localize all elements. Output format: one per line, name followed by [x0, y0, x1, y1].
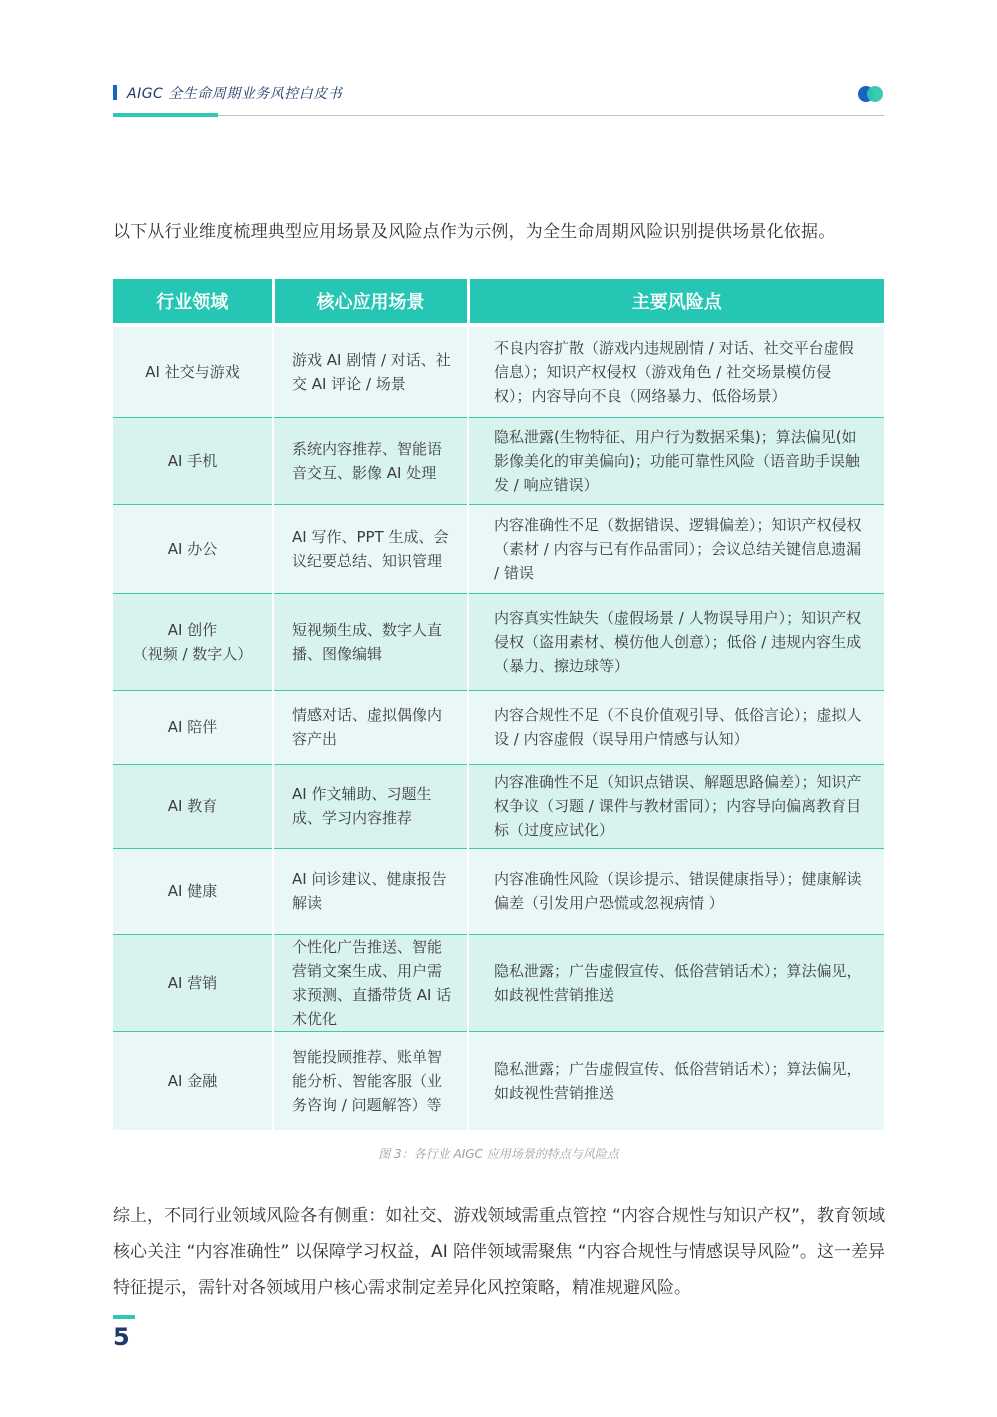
- header-title: AIGC 全生命周期业务风控白皮书: [127, 86, 343, 102]
- industry-cell: AI 手机: [113, 417, 273, 504]
- table-header-row: [113, 279, 884, 325]
- header-risks: 主要风险点: [468, 279, 884, 325]
- scenario-cell: 系统内容推荐、智能语音交互、影像 AI 处理: [273, 417, 468, 504]
- header-divider: [113, 115, 884, 116]
- risks-cell: 内容准确性不足（知识点错误、解题思路偏差）；知识产权争议（习题 / 课件与教材雷同）；内容导向偏离教育目标（过度应试化）: [468, 764, 884, 848]
- industry-cell: AI 社交与游戏: [113, 325, 273, 417]
- header-divider-accent: [113, 113, 218, 117]
- industry-cell: AI 创作 （视频 / 数字人）: [113, 593, 273, 690]
- risks-cell: 隐私泄露；广告虚假宣传、低俗营销话术）；算法偏见，如歧视性营销推送: [468, 1031, 884, 1130]
- scenario-cell: 智能投顾推荐、账单智能分析、智能客服（业务咨询 / 问题解答）等: [273, 1031, 468, 1130]
- table-row: [113, 325, 884, 417]
- table-row: [113, 504, 884, 593]
- header-industry: 行业领域: [113, 279, 273, 325]
- scenario-cell: AI 作文辅助、习题生成、学习内容推荐: [273, 764, 468, 848]
- risks-cell: 隐私泄露；广告虚假宣传、低俗营销话术）；算法偏见，如歧视性营销推送: [468, 934, 884, 1031]
- risks-cell: 不良内容扩散（游戏内违规剧情 / 对话、社交平台虚假信息）；知识产权侵权（游戏角色 / 社交场景模仿侵权）；内容导向不良（网络暴力、低俗场景）: [468, 325, 884, 417]
- figure-caption: 图 3：各行业 AIGC 应用场景的特点与风险点: [378, 1147, 619, 1161]
- table-row: [113, 690, 884, 764]
- industry-cell: AI 陪伴: [113, 690, 273, 764]
- table-row: [113, 417, 884, 504]
- scenario-cell: 游戏 AI 剧情 / 对话、社交 AI 评论 / 场景: [273, 325, 468, 417]
- summary-paragraph: 综上，不同行业领域风险各有侧重：如社交、游戏领域需重点管控 “内容合规性与知识产权”，教育领域核心关注 “内容准确性” 以保障学习权益，AI 陪伴领域需聚焦 “内容合规性与情感误导风险”。这一差异特征提示，需针对各领域用户核心需求制定差异化风控策略，精准规避风险。: [113, 1206, 885, 1298]
- industry-cell: AI 金融: [113, 1031, 273, 1130]
- brand-logo-icon: [858, 86, 884, 102]
- table-row: [113, 1031, 884, 1130]
- header-marker: [113, 85, 117, 100]
- scenario-cell: 短视频生成、数字人直播、图像编辑: [273, 593, 468, 690]
- industry-cell: AI 营销: [113, 934, 273, 1031]
- risks-cell: 内容真实性缺失（虚假场景 / 人物误导用户）；知识产权侵权（盗用素材、模仿他人创意）；低俗 / 违规内容生成（暴力、擦边球等）: [468, 593, 884, 690]
- scenario-cell: AI 写作、PPT 生成、会议纪要总结、知识管理: [273, 504, 468, 593]
- table-row: [113, 593, 884, 690]
- table-row: [113, 764, 884, 848]
- scenario-cell: 情感对话、虚拟偶像内容产出: [273, 690, 468, 764]
- industry-risk-table: [113, 279, 884, 1130]
- risks-cell: 内容准确性风险（误诊提示、错误健康指导）；健康解读偏差（引发用户恐慌或忽视病情 ）: [468, 848, 884, 934]
- table-row: [113, 848, 884, 934]
- intro-paragraph: 以下从行业维度梳理典型应用场景及风险点作为示例，为全生命周期风险识别提供场景化依据。: [113, 222, 836, 242]
- table-row: [113, 934, 884, 1031]
- page-number-accent: [113, 1315, 135, 1319]
- page-header: [113, 80, 884, 120]
- risks-cell: 隐私泄露(生物特征、用户行为数据采集)；算法偏见(如影像美化的审美偏向)；功能可靠性风险（语音助手误触发 / 响应错误）: [468, 417, 884, 504]
- scenario-cell: 个性化广告推送、智能营销文案生成、用户需求预测、直播带货 AI 话术优化: [273, 934, 468, 1031]
- scenario-cell: AI 问诊建议、健康报告解读: [273, 848, 468, 934]
- industry-cell: AI 健康: [113, 848, 273, 934]
- risks-cell: 内容准确性不足（数据错误、逻辑偏差）；知识产权侵权（素材 / 内容与已有作品雷同）；会议总结关键信息遗漏 / 错误: [468, 504, 884, 593]
- risks-cell: 内容合规性不足（不良价值观引导、低俗言论）；虚拟人设 / 内容虚假（误导用户情感与认知）: [468, 690, 884, 764]
- industry-cell: AI 教育: [113, 764, 273, 848]
- industry-cell: AI 办公: [113, 504, 273, 593]
- header-scenario: 核心应用场景: [273, 279, 468, 325]
- page-number: 5: [113, 1323, 130, 1351]
